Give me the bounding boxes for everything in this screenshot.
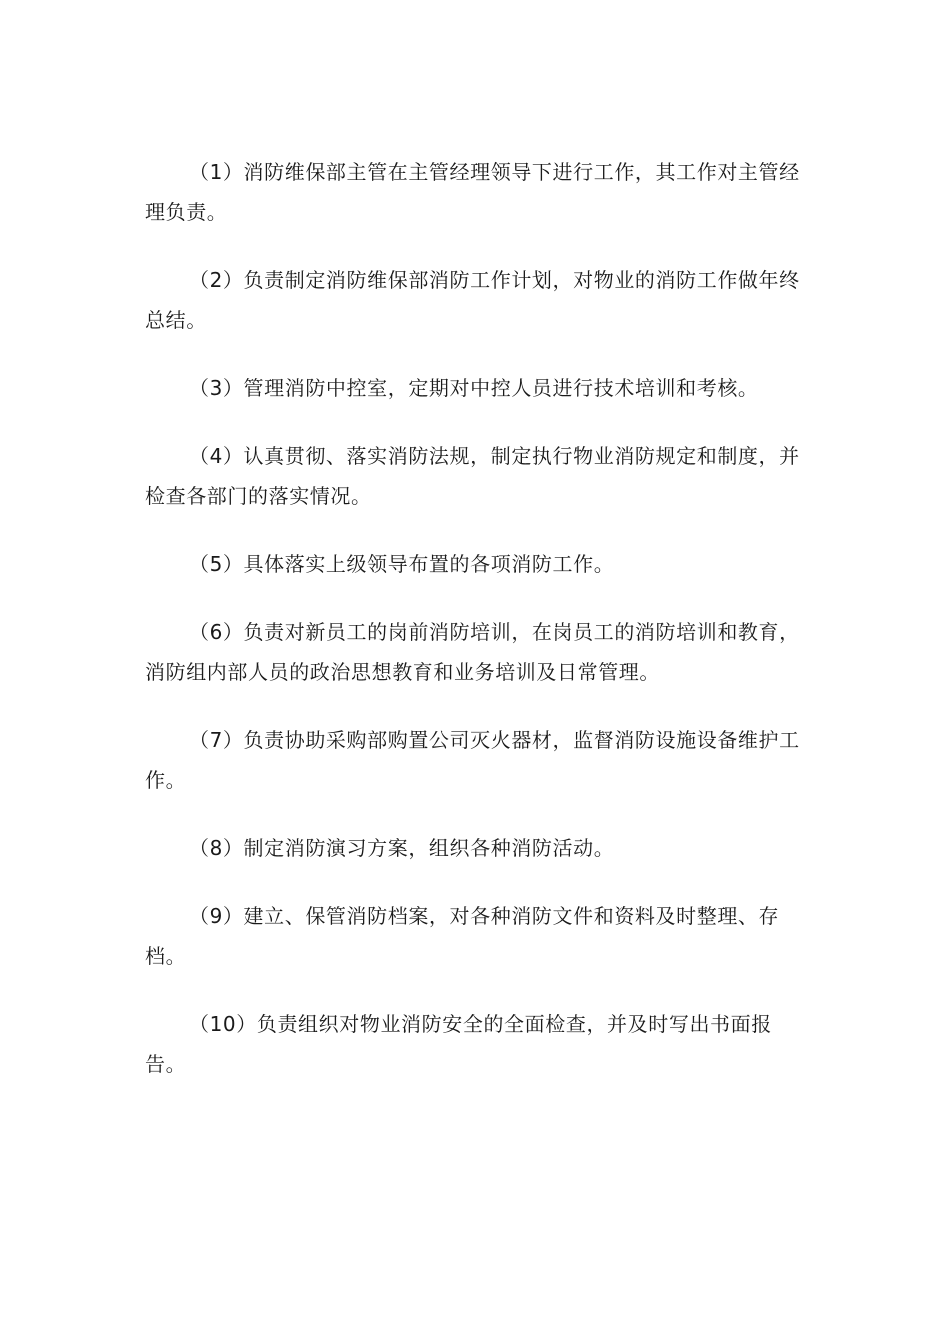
- paragraph-2: （2）负责制定消防维保部消防工作计划，对物业的消防工作做年终总结。: [145, 268, 800, 332]
- paragraph-5: （5）具体落实上级领导布置的各项消防工作。: [189, 552, 615, 576]
- paragraph-1: （1）消防维保部主管在主管经理领导下进行工作，其工作对主管经理负责。: [145, 160, 800, 224]
- paragraph-8: （8）制定消防演习方案，组织各种消防活动。: [189, 836, 615, 860]
- paragraph-10: （10）负责组织对物业消防安全的全面检查，并及时写出书面报告。: [145, 1012, 772, 1076]
- paragraph-6: （6）负责对新员工的岗前消防培训，在岗员工的消防培训和教育，消防组内部人员的政治思想教育和业务培训及日常管理。: [145, 620, 800, 684]
- document-body: [145, 152, 813, 1112]
- paragraph-7: （7）负责协助采购部购置公司灭火器材，监督消防设施设备维护工作。: [145, 728, 800, 792]
- paragraph-4: （4）认真贯彻、落实消防法规，制定执行物业消防规定和制度，并检查各部门的落实情况。: [145, 444, 800, 508]
- paragraph-9: （9）建立、保管消防档案，对各种消防文件和资料及时整理、存档。: [145, 904, 780, 968]
- paragraph-3: （3）管理消防中控室，定期对中控人员进行技术培训和考核。: [189, 376, 759, 400]
